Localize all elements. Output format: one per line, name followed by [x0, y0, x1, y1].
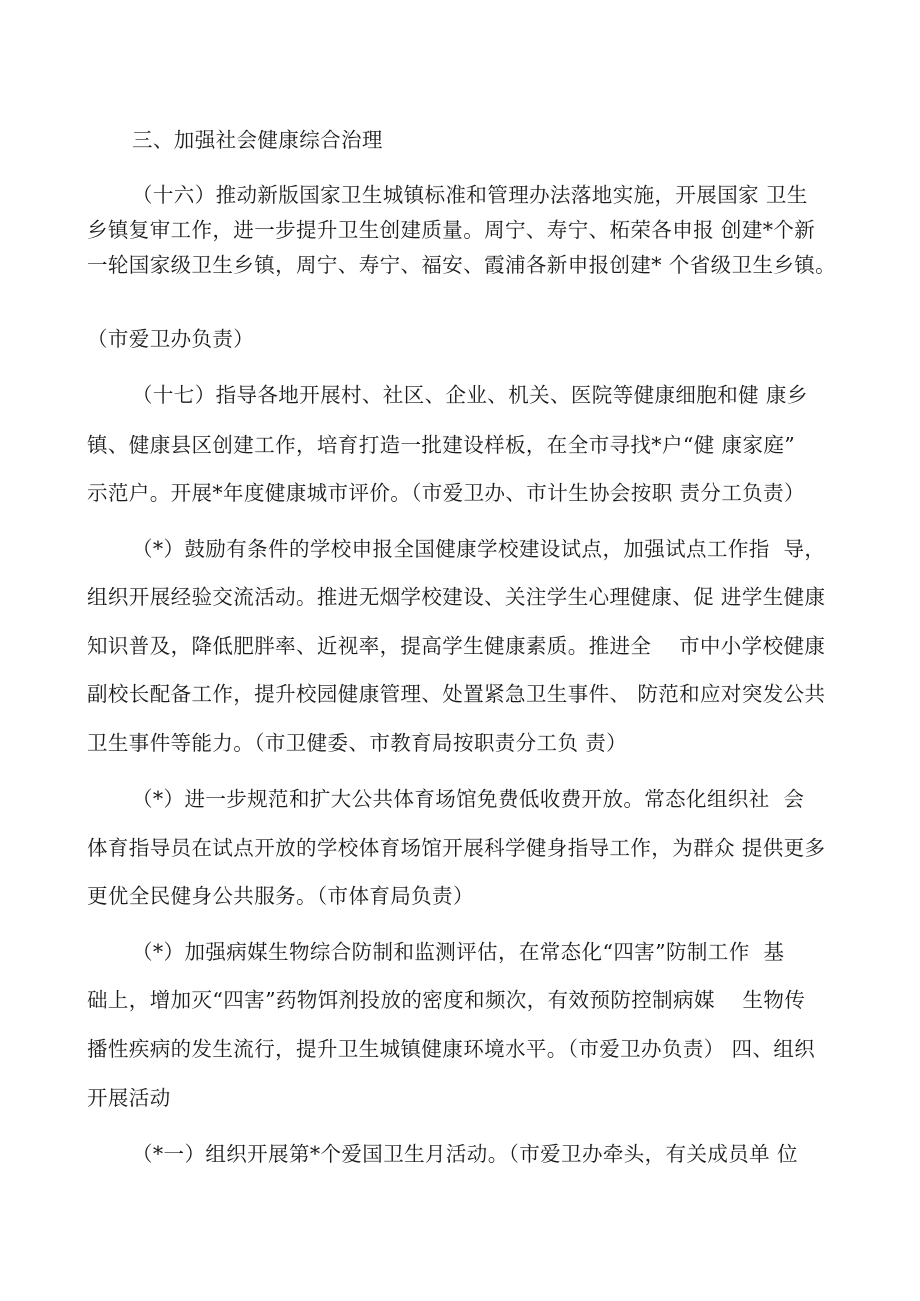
paragraph-line: 知识普及，降低肥胖率、近视率，提高学生健康素质。推进全 市中小学校健康: [87, 634, 826, 658]
paragraph-line: （*）鼓励有条件的学校申报全国健康学校建设试点，加强试点工作指 导，: [132, 537, 826, 561]
paragraph-line: （十六）推动新版国家卫生城镇标准和管理办法落地实施，开展国家 卫生: [132, 183, 808, 207]
paragraph-line: 镇、健康县区创建工作，培育打造一批建设样板，在全市寻找*户“健 康家庭”: [87, 433, 796, 457]
paragraph-line: （*一）组织开展第*个爱国卫生月活动。（市爱卫办牵头，有关成员单 位: [132, 1142, 798, 1166]
paragraph-line: 乡镇复审工作，进一步提升卫生创建质量。周宁、寿宁、柘荣各申报 创建*个新: [87, 218, 816, 242]
paragraph-line: 开展活动: [87, 1086, 171, 1110]
paragraph-line: 卫生事件等能力。（市卫健委、市教育局按职责分工负 责）: [87, 731, 628, 755]
paragraph-line: 副校长配备工作，提升校园健康管理、处置紧急卫生事件、 防范和应对突发公共: [87, 682, 826, 706]
paragraph-line: 组织开展经验交流活动。推进无烟学校建设、关注学生心理健康、促 进学生健康: [87, 585, 826, 609]
paragraph-line: 更优全民健身公共服务。（市体育局负责）: [87, 884, 474, 908]
paragraph-line: （*）进一步规范和扩大公共体育场馆免费低收费开放。常态化组织社 会: [132, 787, 805, 811]
paragraph-line: 播性疾病的发生流行，提升卫生城镇健康环境水平。（市爱卫办负责） 四、组织: [87, 1037, 816, 1061]
paragraph-line: （市爱卫办负责）: [87, 327, 255, 351]
paragraph-line: 示范户。开展*年度健康城市评价。（市爱卫办、市计生协会按职 责分工负责）: [87, 481, 805, 505]
paragraph-line: （十七）指导各地开展村、社区、企业、机关、医院等健康细胞和健 康乡: [132, 383, 808, 407]
paragraph-line: 础上，增加灭“四害”药物饵剂投放的密度和频次，有效预防控制病媒 生物传: [87, 988, 806, 1012]
section-heading: 三、加强社会健康综合治理: [132, 128, 383, 152]
paragraph-line: 体育指导员在试点开放的学校体育场馆开展科学健身指导工作，为群众 提供更多: [87, 836, 826, 860]
paragraph-line: （*）加强病媒生物综合防制和监测评估，在常态化“四害”防制工作 基: [132, 940, 785, 964]
paragraph-line: 一轮国家级卫生乡镇，周宁、寿宁、福安、霞浦各新申报创建* 个省级卫生乡镇。: [87, 253, 837, 277]
